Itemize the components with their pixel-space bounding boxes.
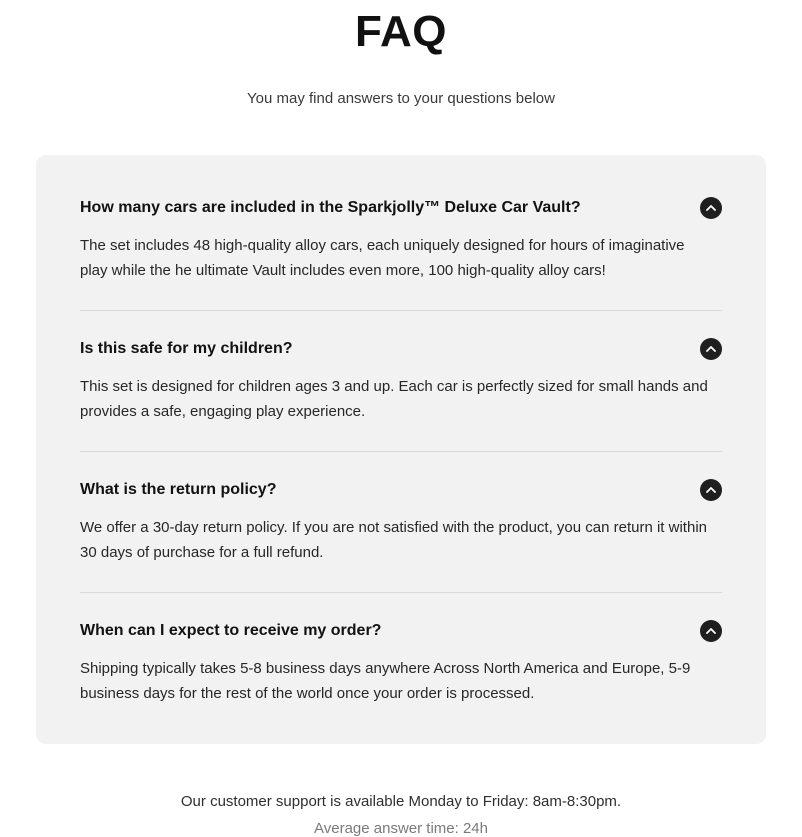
faq-panel [36, 155, 766, 744]
faq-toggle-button[interactable] [700, 479, 722, 501]
faq-toggle-button[interactable] [700, 197, 722, 219]
faq-answer: Shipping typically takes 5-8 business days anywhere Across North America and Europe, 5-9 business days for the rest of the world once your order is processed. [80, 660, 691, 702]
faq-item [80, 197, 722, 283]
faq-toggle-button[interactable] [700, 620, 722, 642]
chevron-up-icon [706, 205, 716, 211]
faq-question: What is the return policy? [80, 481, 277, 498]
faq-item [80, 592, 722, 706]
faq-question: When can I expect to receive my order? [80, 622, 382, 639]
support-hours-text: Our customer support is available Monday to Friday: 8am-8:30pm. [180, 793, 622, 810]
faq-item-header[interactable] [80, 197, 722, 219]
faq-toggle-button[interactable] [700, 338, 722, 360]
chevron-up-icon [706, 346, 716, 352]
faq-item [80, 451, 722, 565]
faq-item-header[interactable] [80, 479, 722, 501]
faq-answer: The set includes 48 high-quality alloy cars, each uniquely designed for hours of imaginative play while the he ultimate Vault includes even more, 100 high-quality alloy cars! [80, 237, 685, 279]
faq-item [80, 310, 722, 424]
faq-question: Is this safe for my children? [80, 340, 293, 357]
support-footer [0, 793, 802, 837]
page-title: FAQ [355, 7, 447, 56]
average-answer-time-text: Average answer time: 24h [314, 820, 488, 837]
faq-item-header[interactable] [80, 620, 722, 642]
faq-question: How many cars are included in the Sparkjolly™ Deluxe Car Vault? [80, 199, 581, 216]
faq-answer: This set is designed for children ages 3 and up. Each car is perfectly sized for small hands and provides a safe, engaging play experience. [80, 378, 708, 420]
page-subtitle: You may find answers to your questions below [247, 90, 555, 107]
chevron-up-icon [706, 628, 716, 634]
chevron-up-icon [706, 487, 716, 493]
faq-item-header[interactable] [80, 338, 722, 360]
faq-answer: We offer a 30-day return policy. If you are not satisfied with the product, you can return it within 30 days of purchase for a full refund. [80, 519, 707, 561]
